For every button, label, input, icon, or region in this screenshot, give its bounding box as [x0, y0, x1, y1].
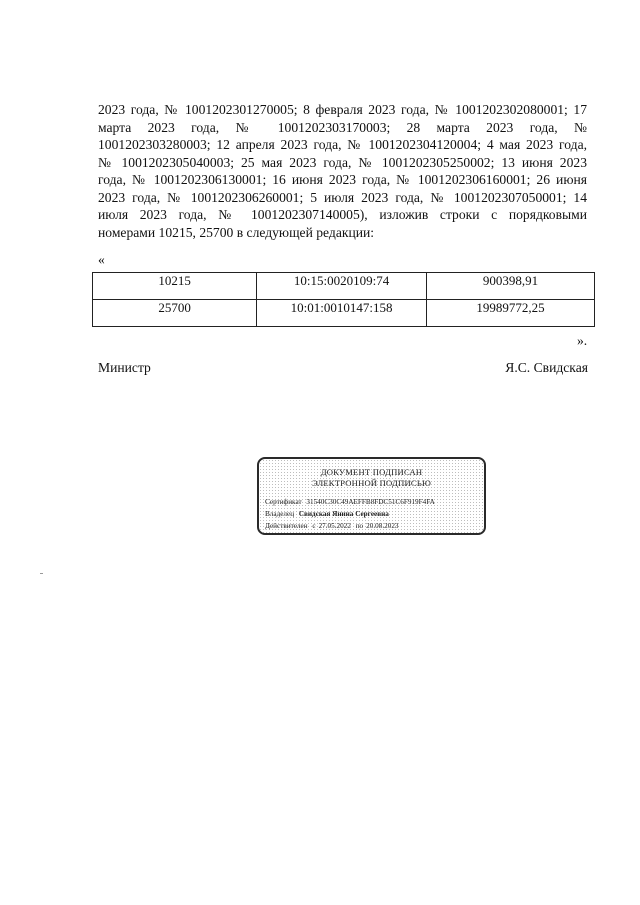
stamp-title-line2: ЭЛЕКТРОННОЙ ПОДПИСЬЮ	[311, 478, 431, 488]
table-cell-cadastral-number: 10:15:0020109:74	[257, 273, 427, 300]
table-row	[93, 273, 595, 300]
certificate-value: 31540C30C49AEFFB8FDC51C6F919F4FA	[306, 498, 435, 506]
certificate-label: Сертификат	[265, 498, 302, 506]
amendment-table	[92, 272, 595, 327]
paragraph-line: 2023 года, № 1001202306260001; 5 июля 2023 года, № 1001202307050001; 14	[98, 189, 587, 205]
stamp-certificate-line	[265, 498, 435, 506]
body-paragraph	[98, 101, 587, 241]
paragraph-line: июля 2023 года, № 1001202307140005), изложив строки с порядковыми	[98, 207, 587, 222]
table-cell-cadastral-number: 10:01:0010147:158	[257, 300, 427, 327]
valid-label: Действителен	[265, 522, 308, 530]
paragraph-line: номерами 10215, 25700 в следующей редакции:	[98, 224, 375, 240]
table-cell-row-number: 10215	[93, 273, 257, 300]
valid-from-prefix: с	[312, 522, 316, 530]
paragraph-line: 1001202303280003; 12 апреля 2023 года, № 1001202304120004; 4 мая 2023 года,	[98, 137, 587, 152]
owner-label: Владелец	[265, 510, 295, 518]
signer-name: Я.С. Свидская	[505, 360, 588, 375]
paragraph-line: года, № 1001202306130001; 16 июня 2023 года, № 1001202306160001; 26 июня	[98, 172, 587, 187]
stamp-title-line1: ДОКУМЕНТ ПОДПИСАН	[320, 467, 423, 477]
valid-to-prefix: по	[355, 522, 364, 530]
closing-quote-mark: ».	[577, 333, 588, 348]
stamp-validity-line	[265, 522, 399, 530]
valid-from-date: 27.05.2022	[318, 522, 351, 530]
scan-artifact-mark	[40, 573, 43, 574]
signer-title: Министр	[98, 360, 151, 375]
electronic-signature-stamp	[257, 457, 486, 535]
stamp-owner-line	[265, 510, 389, 518]
table-cell-value: 19989772,25	[426, 300, 594, 327]
owner-value: Свидская Янина Сергеевна	[298, 510, 389, 518]
valid-to-date: 20.08.2023	[366, 522, 399, 530]
paragraph-line: № 1001202305040003; 25 мая 2023 года, № 1001202305250002; 13 июня 2023	[98, 154, 587, 170]
table-cell-row-number: 25700	[93, 300, 257, 327]
paragraph-line: 2023 года, № 1001202301270005; 8 февраля 2023 года, № 1001202302080001; 17	[98, 102, 587, 117]
table-row	[93, 300, 595, 327]
opening-quote-mark: «	[98, 252, 105, 267]
paragraph-line: марта 2023 года, № 1001202303170003; 28 марта 2023 года, №	[98, 119, 587, 135]
table-cell-value: 900398,91	[426, 273, 594, 300]
